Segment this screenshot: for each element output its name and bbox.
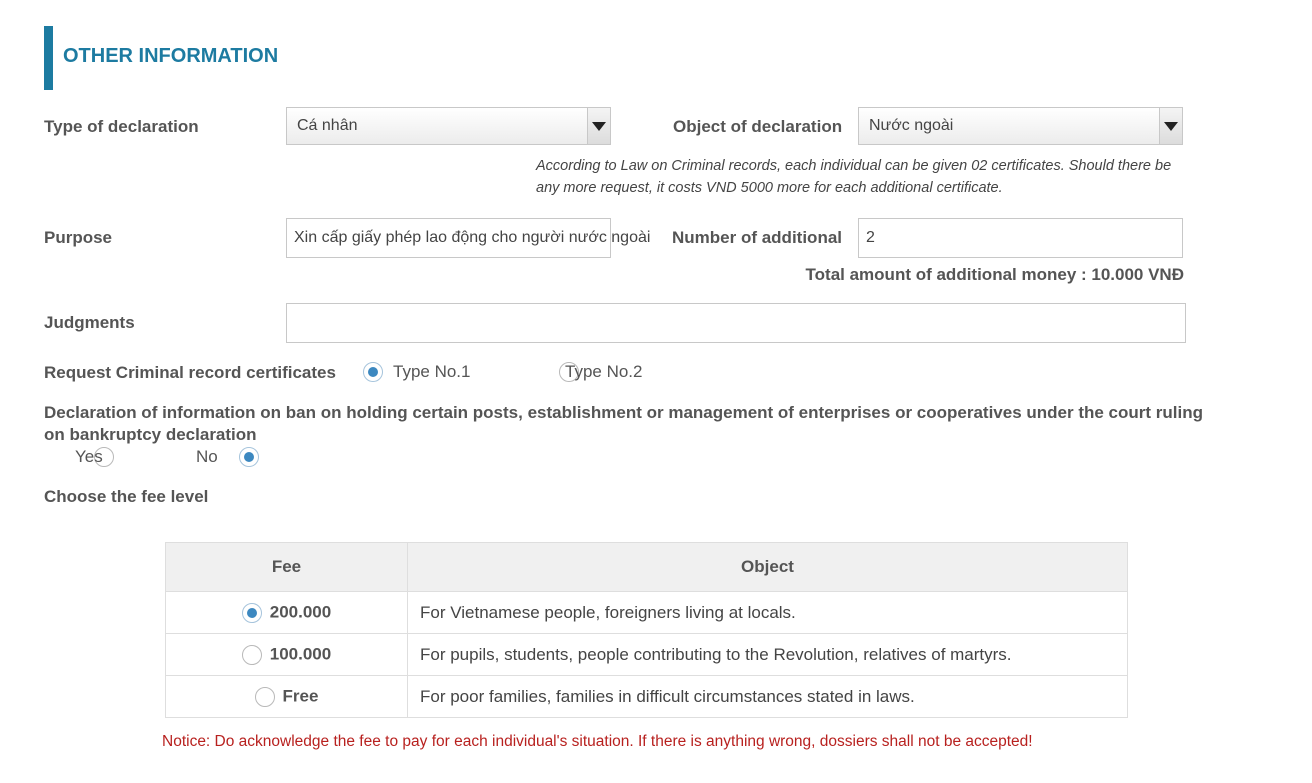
number-of-additional-label: Number of additional xyxy=(672,228,842,247)
object-cell: For Vietnamese people, foreigners living at locals. xyxy=(408,592,1128,634)
fee-column-header: Fee xyxy=(166,543,408,592)
judgments-input[interactable] xyxy=(286,303,1186,343)
ban-declaration-label-line: on bankruptcy declaration xyxy=(44,425,257,444)
object-cell: For poor families, families in difficult circumstances stated in laws. xyxy=(408,676,1128,718)
fee-notice: Notice: Do acknowledge the fee to pay for each individual's situation. If there is anything wrong, dossiers shall not be accepted! xyxy=(162,733,1033,750)
law-note-line: According to Law on Criminal records, each individual can be given 02 certificates. Should there be xyxy=(536,158,1172,174)
object-cell: For pupils, students, people contributing to the Revolution, relatives of martyrs. xyxy=(408,634,1128,676)
judgments-label: Judgments xyxy=(44,313,135,332)
fee-100000-radio[interactable] xyxy=(242,645,262,665)
ban-declaration-label-line: Declaration of information on ban on holding certain posts, establishment or management of enterprises or cooperatives under the court ruling xyxy=(44,403,1203,422)
table-row[interactable] xyxy=(166,592,1128,634)
fee-table-header xyxy=(166,543,1128,592)
type-no1-radio[interactable] xyxy=(363,362,383,382)
ban-declaration-label xyxy=(44,402,1203,446)
fee-cell[interactable] xyxy=(166,592,408,634)
law-note xyxy=(536,155,1171,199)
fee-cell[interactable] xyxy=(166,634,408,676)
chevron-down-icon[interactable] xyxy=(1159,108,1182,144)
ban-no-radio[interactable] xyxy=(239,447,259,467)
request-certificates-label: Request Criminal record certificates xyxy=(44,363,336,382)
table-row[interactable] xyxy=(166,676,1128,718)
fee-200000-radio[interactable] xyxy=(242,603,262,623)
purpose-label: Purpose xyxy=(44,228,113,247)
object-column-header: Object xyxy=(408,543,1128,592)
type-of-declaration-label: Type of declaration xyxy=(44,117,199,136)
ban-yes-label[interactable]: Yes xyxy=(75,447,103,466)
section-accent-bar xyxy=(44,26,53,90)
section-title: OTHER INFORMATION xyxy=(63,45,279,67)
fee-value: 200.000 xyxy=(269,602,332,622)
fee-cell[interactable] xyxy=(166,676,408,718)
object-of-declaration-label: Object of declaration xyxy=(673,117,843,136)
object-of-declaration-value: Nước ngoài xyxy=(869,117,954,134)
type-no2-label[interactable]: Type No.2 xyxy=(565,362,643,381)
type-of-declaration-select[interactable] xyxy=(286,107,611,145)
purpose-input[interactable]: Xin cấp giấy phép lao động cho người nước ngoài xyxy=(286,218,611,258)
ban-no-label[interactable]: No xyxy=(196,447,218,466)
chevron-down-icon[interactable] xyxy=(587,108,610,144)
law-note-line: any more request, it costs VND 5000 more for each additional certificate. xyxy=(536,180,1003,196)
object-of-declaration-select[interactable] xyxy=(858,107,1183,145)
total-additional-money: Total amount of additional money : 10.000 VNĐ xyxy=(805,265,1184,284)
fee-level-label: Choose the fee level xyxy=(44,487,209,506)
fee-table xyxy=(165,542,1128,718)
type-no1-label[interactable]: Type No.1 xyxy=(393,362,471,381)
fee-free-radio[interactable] xyxy=(255,687,275,707)
fee-value: 100.000 xyxy=(269,644,332,664)
table-row[interactable] xyxy=(166,634,1128,676)
number-of-additional-input[interactable]: 2 xyxy=(858,218,1183,258)
type-of-declaration-value: Cá nhân xyxy=(297,117,358,134)
fee-value: Free xyxy=(282,686,319,706)
